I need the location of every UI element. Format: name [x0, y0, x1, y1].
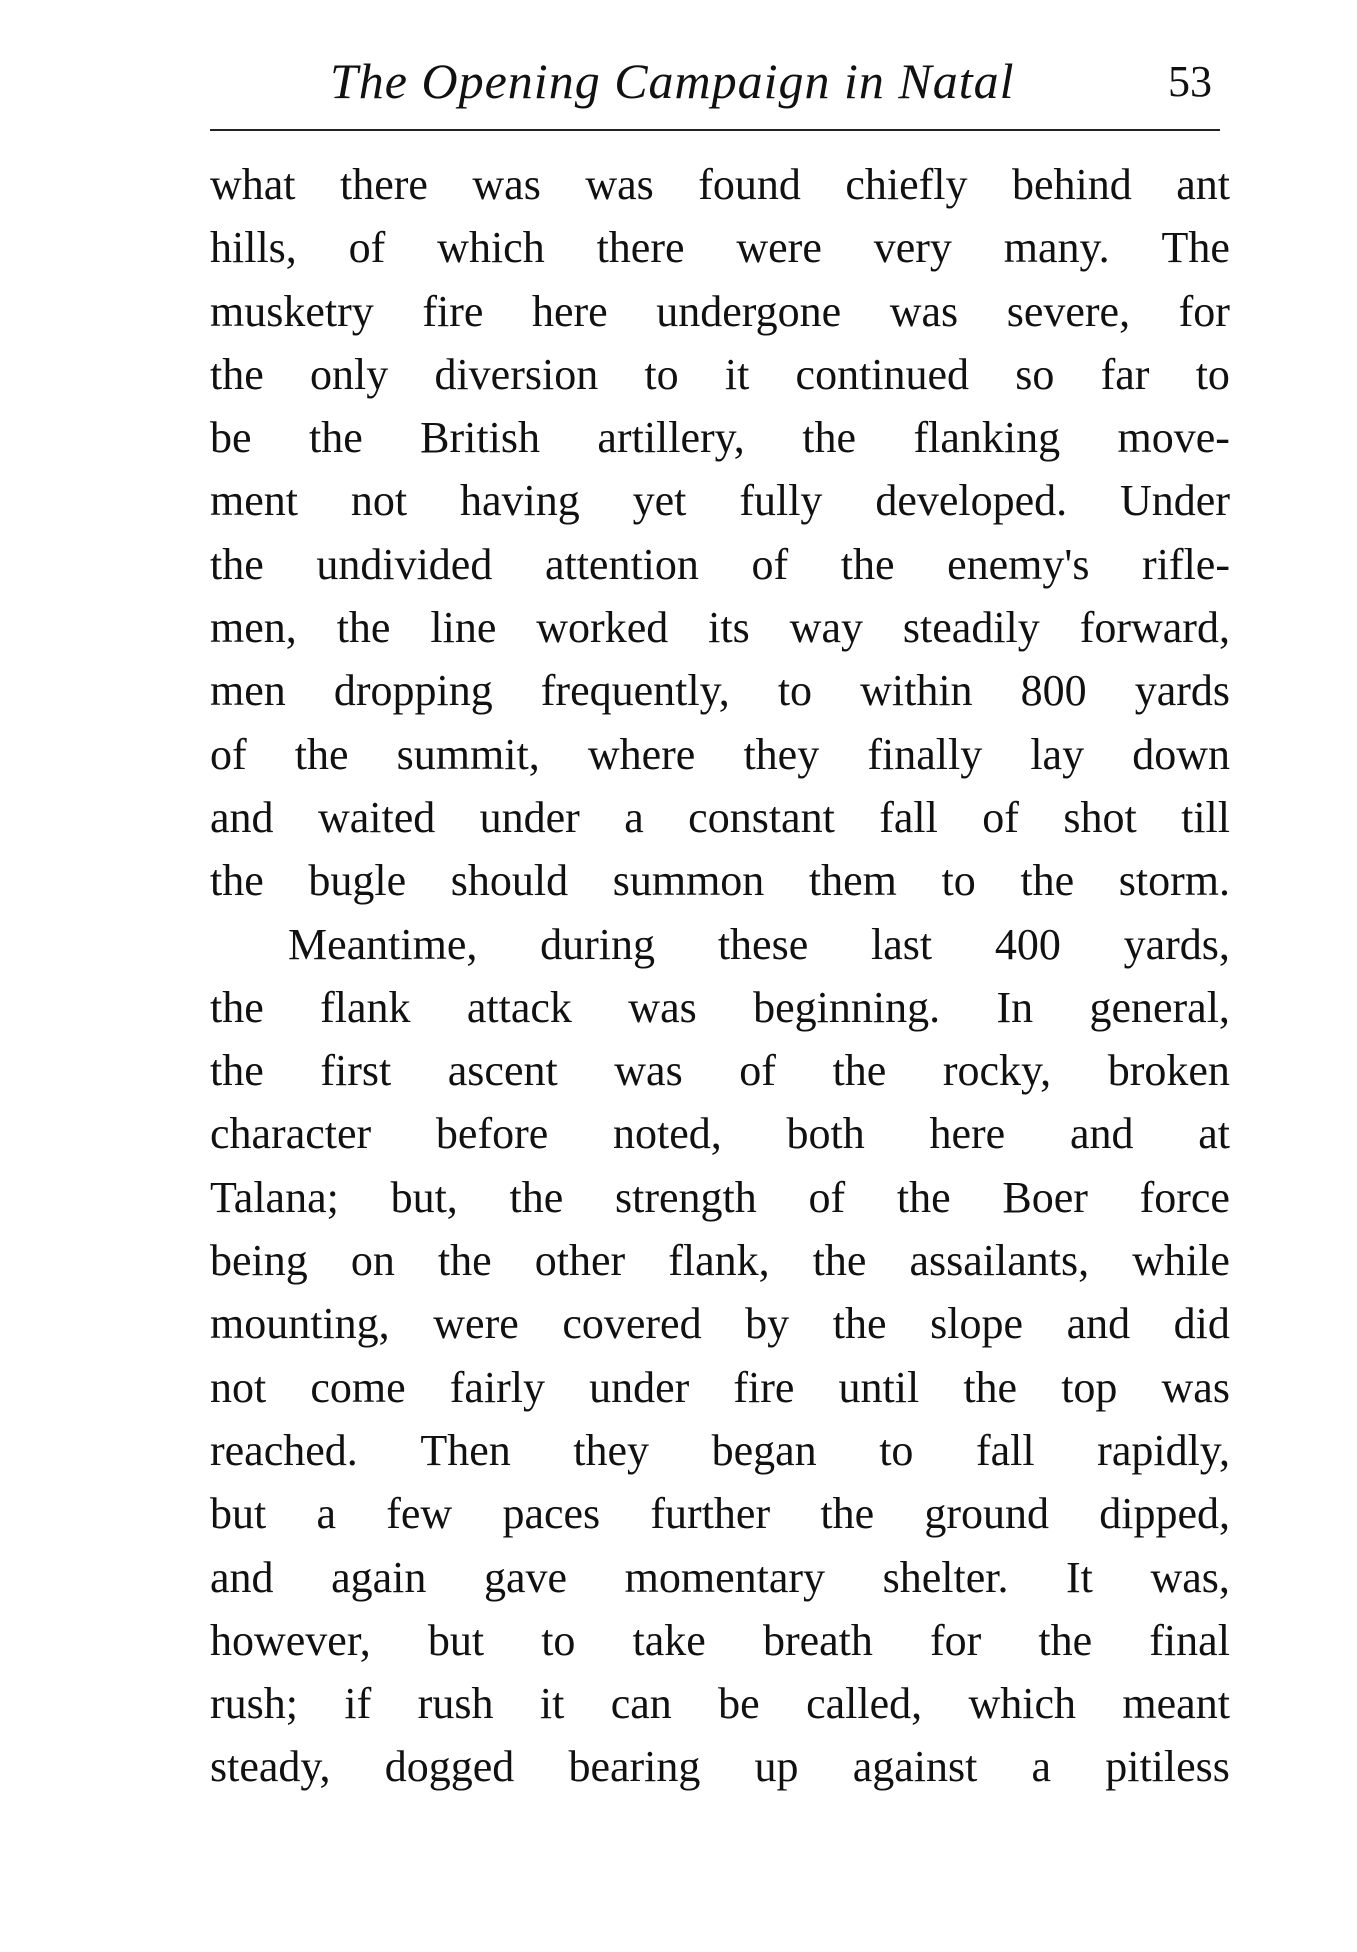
word: assailants,	[909, 1236, 1090, 1286]
word: rush	[417, 1679, 494, 1729]
word: line	[430, 603, 497, 653]
word: finally	[867, 729, 983, 779]
word: British	[420, 413, 540, 463]
word: by	[745, 1299, 790, 1349]
word: at	[1198, 1109, 1230, 1159]
word: beginning.	[753, 982, 941, 1032]
word: bugle	[308, 856, 407, 906]
word: fairly	[449, 1362, 546, 1412]
word: The	[1161, 223, 1230, 273]
word: final	[1149, 1615, 1230, 1665]
word: ascent	[447, 1046, 558, 1096]
word: a	[1031, 1742, 1052, 1792]
word: the	[802, 413, 857, 463]
word: be	[718, 1679, 760, 1729]
word: continued	[795, 349, 970, 399]
word: these	[717, 919, 809, 969]
word: the	[294, 729, 349, 779]
word: paces	[502, 1489, 601, 1539]
word: and	[1066, 1299, 1131, 1349]
word: summon	[612, 856, 765, 906]
word: pitiless	[1105, 1742, 1230, 1792]
word: other	[534, 1236, 626, 1286]
word: shot	[1063, 792, 1137, 842]
text-line	[210, 153, 1230, 216]
word: but,	[390, 1172, 458, 1222]
word: last	[870, 919, 933, 969]
word: undivided	[316, 539, 493, 589]
word: was,	[1150, 1552, 1230, 1602]
word: were	[433, 1299, 519, 1349]
word: the	[896, 1172, 951, 1222]
word: not	[350, 476, 408, 526]
word: be	[210, 413, 252, 463]
word: steady,	[210, 1742, 331, 1792]
word: of	[751, 539, 789, 589]
word: only	[309, 349, 389, 399]
word: having	[460, 476, 580, 526]
word: to	[541, 1615, 576, 1665]
word: them	[808, 856, 897, 906]
text-line	[210, 1419, 1230, 1482]
text-line	[210, 533, 1230, 596]
word: the	[963, 1362, 1018, 1412]
text-line	[210, 1482, 1230, 1545]
word: meant	[1122, 1679, 1230, 1729]
word: mounting,	[210, 1299, 390, 1349]
word: flank,	[668, 1236, 770, 1286]
word: Talana;	[210, 1172, 339, 1222]
text-line	[210, 596, 1230, 659]
word: worked	[536, 603, 669, 653]
text-line	[210, 913, 1230, 976]
word: the	[210, 856, 264, 906]
word: frequently,	[540, 666, 730, 716]
running-head	[210, 52, 1220, 122]
word: fire	[733, 1362, 795, 1412]
word: far	[1100, 349, 1150, 399]
word: was	[1161, 1362, 1230, 1412]
word: and	[1069, 1109, 1134, 1159]
word: developed.	[875, 476, 1068, 526]
word: men	[210, 666, 286, 716]
word: top	[1061, 1362, 1118, 1412]
word: did	[1173, 1299, 1230, 1349]
word: and	[210, 792, 274, 842]
word: rush;	[210, 1679, 298, 1729]
word: artillery,	[597, 413, 745, 463]
word: the	[308, 413, 363, 463]
text-line	[210, 1102, 1230, 1165]
word: and	[210, 1552, 274, 1602]
word: breath	[762, 1615, 873, 1665]
word: force	[1139, 1172, 1230, 1222]
word: Then	[420, 1425, 511, 1475]
word: where	[587, 729, 696, 779]
word: not	[210, 1362, 267, 1412]
text-line	[210, 786, 1230, 849]
word: of	[210, 729, 247, 779]
word: further	[650, 1489, 771, 1539]
word: ment	[210, 476, 298, 526]
word: while	[1132, 1236, 1230, 1286]
word: general,	[1089, 982, 1230, 1032]
word: few	[386, 1489, 453, 1539]
word: come	[310, 1362, 406, 1412]
word: was	[614, 1046, 683, 1096]
word: yards,	[1123, 919, 1230, 969]
word: during	[540, 919, 656, 969]
text-line	[210, 1356, 1230, 1419]
word: the	[812, 1236, 867, 1286]
word: the	[437, 1236, 492, 1286]
word: called,	[806, 1679, 923, 1729]
text-line	[210, 1609, 1230, 1672]
word: very	[873, 223, 952, 273]
word: under	[479, 792, 580, 842]
word: the	[1038, 1615, 1093, 1665]
word: a	[624, 792, 644, 842]
text-line	[210, 1672, 1230, 1735]
text-line	[210, 723, 1230, 786]
word: slope	[930, 1299, 1023, 1349]
word: the	[840, 539, 895, 589]
word: flank	[320, 982, 411, 1032]
word: summit,	[396, 729, 540, 779]
word: however,	[210, 1615, 371, 1665]
word: attention	[544, 539, 699, 589]
word: against	[852, 1742, 978, 1792]
word: flanking	[913, 413, 1061, 463]
word: so	[1015, 349, 1055, 399]
word: men,	[210, 603, 297, 653]
word: of	[982, 792, 1019, 842]
word: rocky,	[942, 1046, 1052, 1096]
word: shelter.	[882, 1552, 1009, 1602]
text-line	[210, 1039, 1230, 1102]
word: fall	[975, 1425, 1035, 1475]
word: Meantime,	[288, 919, 478, 969]
word: down	[1132, 729, 1230, 779]
word: chiefly	[845, 160, 968, 209]
word: diversion	[434, 349, 599, 399]
word: It	[1066, 1552, 1093, 1602]
word: for	[1178, 286, 1230, 336]
word: noted,	[613, 1109, 722, 1159]
word: dipped,	[1099, 1489, 1230, 1539]
word: began	[711, 1425, 817, 1475]
text-line	[210, 280, 1230, 343]
word: 800	[1020, 666, 1087, 716]
word: the	[210, 1046, 264, 1096]
word: was	[472, 160, 541, 209]
word: the	[832, 1299, 887, 1349]
word: there	[340, 160, 428, 209]
text-line	[210, 216, 1230, 279]
word: yet	[632, 476, 687, 526]
word: if	[344, 1679, 372, 1729]
text-line	[210, 1229, 1230, 1292]
word: 400	[994, 919, 1061, 969]
word: forward,	[1079, 603, 1230, 653]
word: waited	[317, 792, 436, 842]
word: found	[698, 160, 801, 209]
word: the	[509, 1172, 564, 1222]
word: ant	[1176, 160, 1230, 209]
text-line	[210, 343, 1230, 406]
word: move-	[1117, 413, 1230, 463]
text-line	[210, 849, 1230, 912]
word: was	[889, 286, 959, 336]
word: the	[832, 1046, 887, 1096]
word: Under	[1120, 476, 1230, 526]
word: momentary	[624, 1552, 826, 1602]
word: rapidly,	[1097, 1425, 1230, 1475]
word: many.	[1003, 223, 1110, 273]
word: but	[427, 1615, 485, 1665]
word: to	[777, 666, 813, 716]
text-line	[210, 1546, 1230, 1609]
word: it	[724, 349, 750, 399]
header-rule	[210, 129, 1220, 131]
word: first	[320, 1046, 392, 1096]
word: here	[929, 1109, 1006, 1159]
word: was	[628, 982, 697, 1032]
word: what	[210, 160, 296, 209]
word: until	[838, 1362, 920, 1412]
word: the	[210, 539, 264, 589]
word: but	[210, 1489, 267, 1539]
word: bearing	[568, 1742, 701, 1792]
word: to	[941, 856, 976, 906]
text-line	[210, 659, 1230, 722]
word: were	[736, 223, 822, 273]
running-title: The Opening Campaign in Natal	[330, 53, 1015, 109]
word: fire	[422, 286, 484, 336]
word: the	[210, 349, 264, 399]
word: they	[573, 1425, 650, 1475]
text-line	[210, 1292, 1230, 1355]
word: musketry	[210, 286, 374, 336]
text-line	[210, 406, 1230, 469]
word: of	[739, 1046, 776, 1096]
word: rifle-	[1142, 539, 1230, 589]
word: In	[996, 982, 1034, 1032]
word: reached.	[210, 1425, 358, 1475]
word: enemy's	[947, 539, 1090, 589]
word: broken	[1107, 1046, 1230, 1096]
word: the	[336, 603, 391, 653]
word: it	[539, 1679, 565, 1729]
word: severe,	[1006, 286, 1131, 336]
text-line	[210, 1166, 1230, 1229]
word: to	[644, 349, 679, 399]
word: yards	[1134, 666, 1230, 716]
text-line	[210, 469, 1230, 532]
word: was	[585, 160, 654, 209]
word: under	[589, 1362, 690, 1412]
word: hills,	[210, 223, 297, 273]
word: can	[610, 1679, 672, 1729]
word: ground	[924, 1489, 1049, 1539]
word: to	[879, 1425, 914, 1475]
word: the	[210, 982, 264, 1032]
word: attack	[466, 982, 572, 1032]
word: the	[820, 1489, 875, 1539]
word: both	[786, 1109, 865, 1159]
word: again	[331, 1552, 427, 1602]
text-line	[210, 976, 1230, 1039]
word: way	[789, 603, 863, 653]
word: a	[316, 1489, 336, 1539]
word: they	[743, 729, 820, 779]
word: being	[210, 1236, 308, 1286]
word: storm.	[1118, 856, 1230, 906]
word: fall	[879, 792, 938, 842]
word: for	[929, 1615, 982, 1665]
word: of	[808, 1172, 846, 1222]
word: which	[437, 223, 545, 273]
word: of	[348, 223, 386, 273]
word: to	[1195, 349, 1230, 399]
text-line	[210, 1735, 1230, 1798]
page-number: 53	[1168, 57, 1212, 106]
word: character	[210, 1109, 372, 1159]
word: the	[1020, 856, 1075, 906]
word: take	[632, 1615, 706, 1665]
word: there	[596, 223, 685, 273]
word: within	[860, 666, 973, 716]
word: till	[1181, 792, 1230, 842]
word: fully	[739, 476, 823, 526]
word: behind	[1011, 160, 1132, 209]
body-text	[210, 153, 1230, 1799]
word: on	[350, 1236, 395, 1286]
word: covered	[562, 1299, 702, 1349]
word: dropping	[333, 666, 493, 716]
word: here	[531, 286, 608, 336]
word: undergone	[656, 286, 842, 336]
word: constant	[688, 792, 835, 842]
word: lay	[1030, 729, 1085, 779]
word: Boer	[1002, 1172, 1088, 1222]
word: which	[968, 1679, 1077, 1729]
word: gave	[483, 1552, 568, 1602]
word: before	[435, 1109, 549, 1159]
word: its	[708, 603, 750, 653]
word: dogged	[384, 1742, 515, 1792]
word: should	[450, 856, 569, 906]
word: up	[754, 1742, 799, 1792]
word: steadily	[902, 603, 1040, 653]
word: strength	[615, 1172, 757, 1222]
